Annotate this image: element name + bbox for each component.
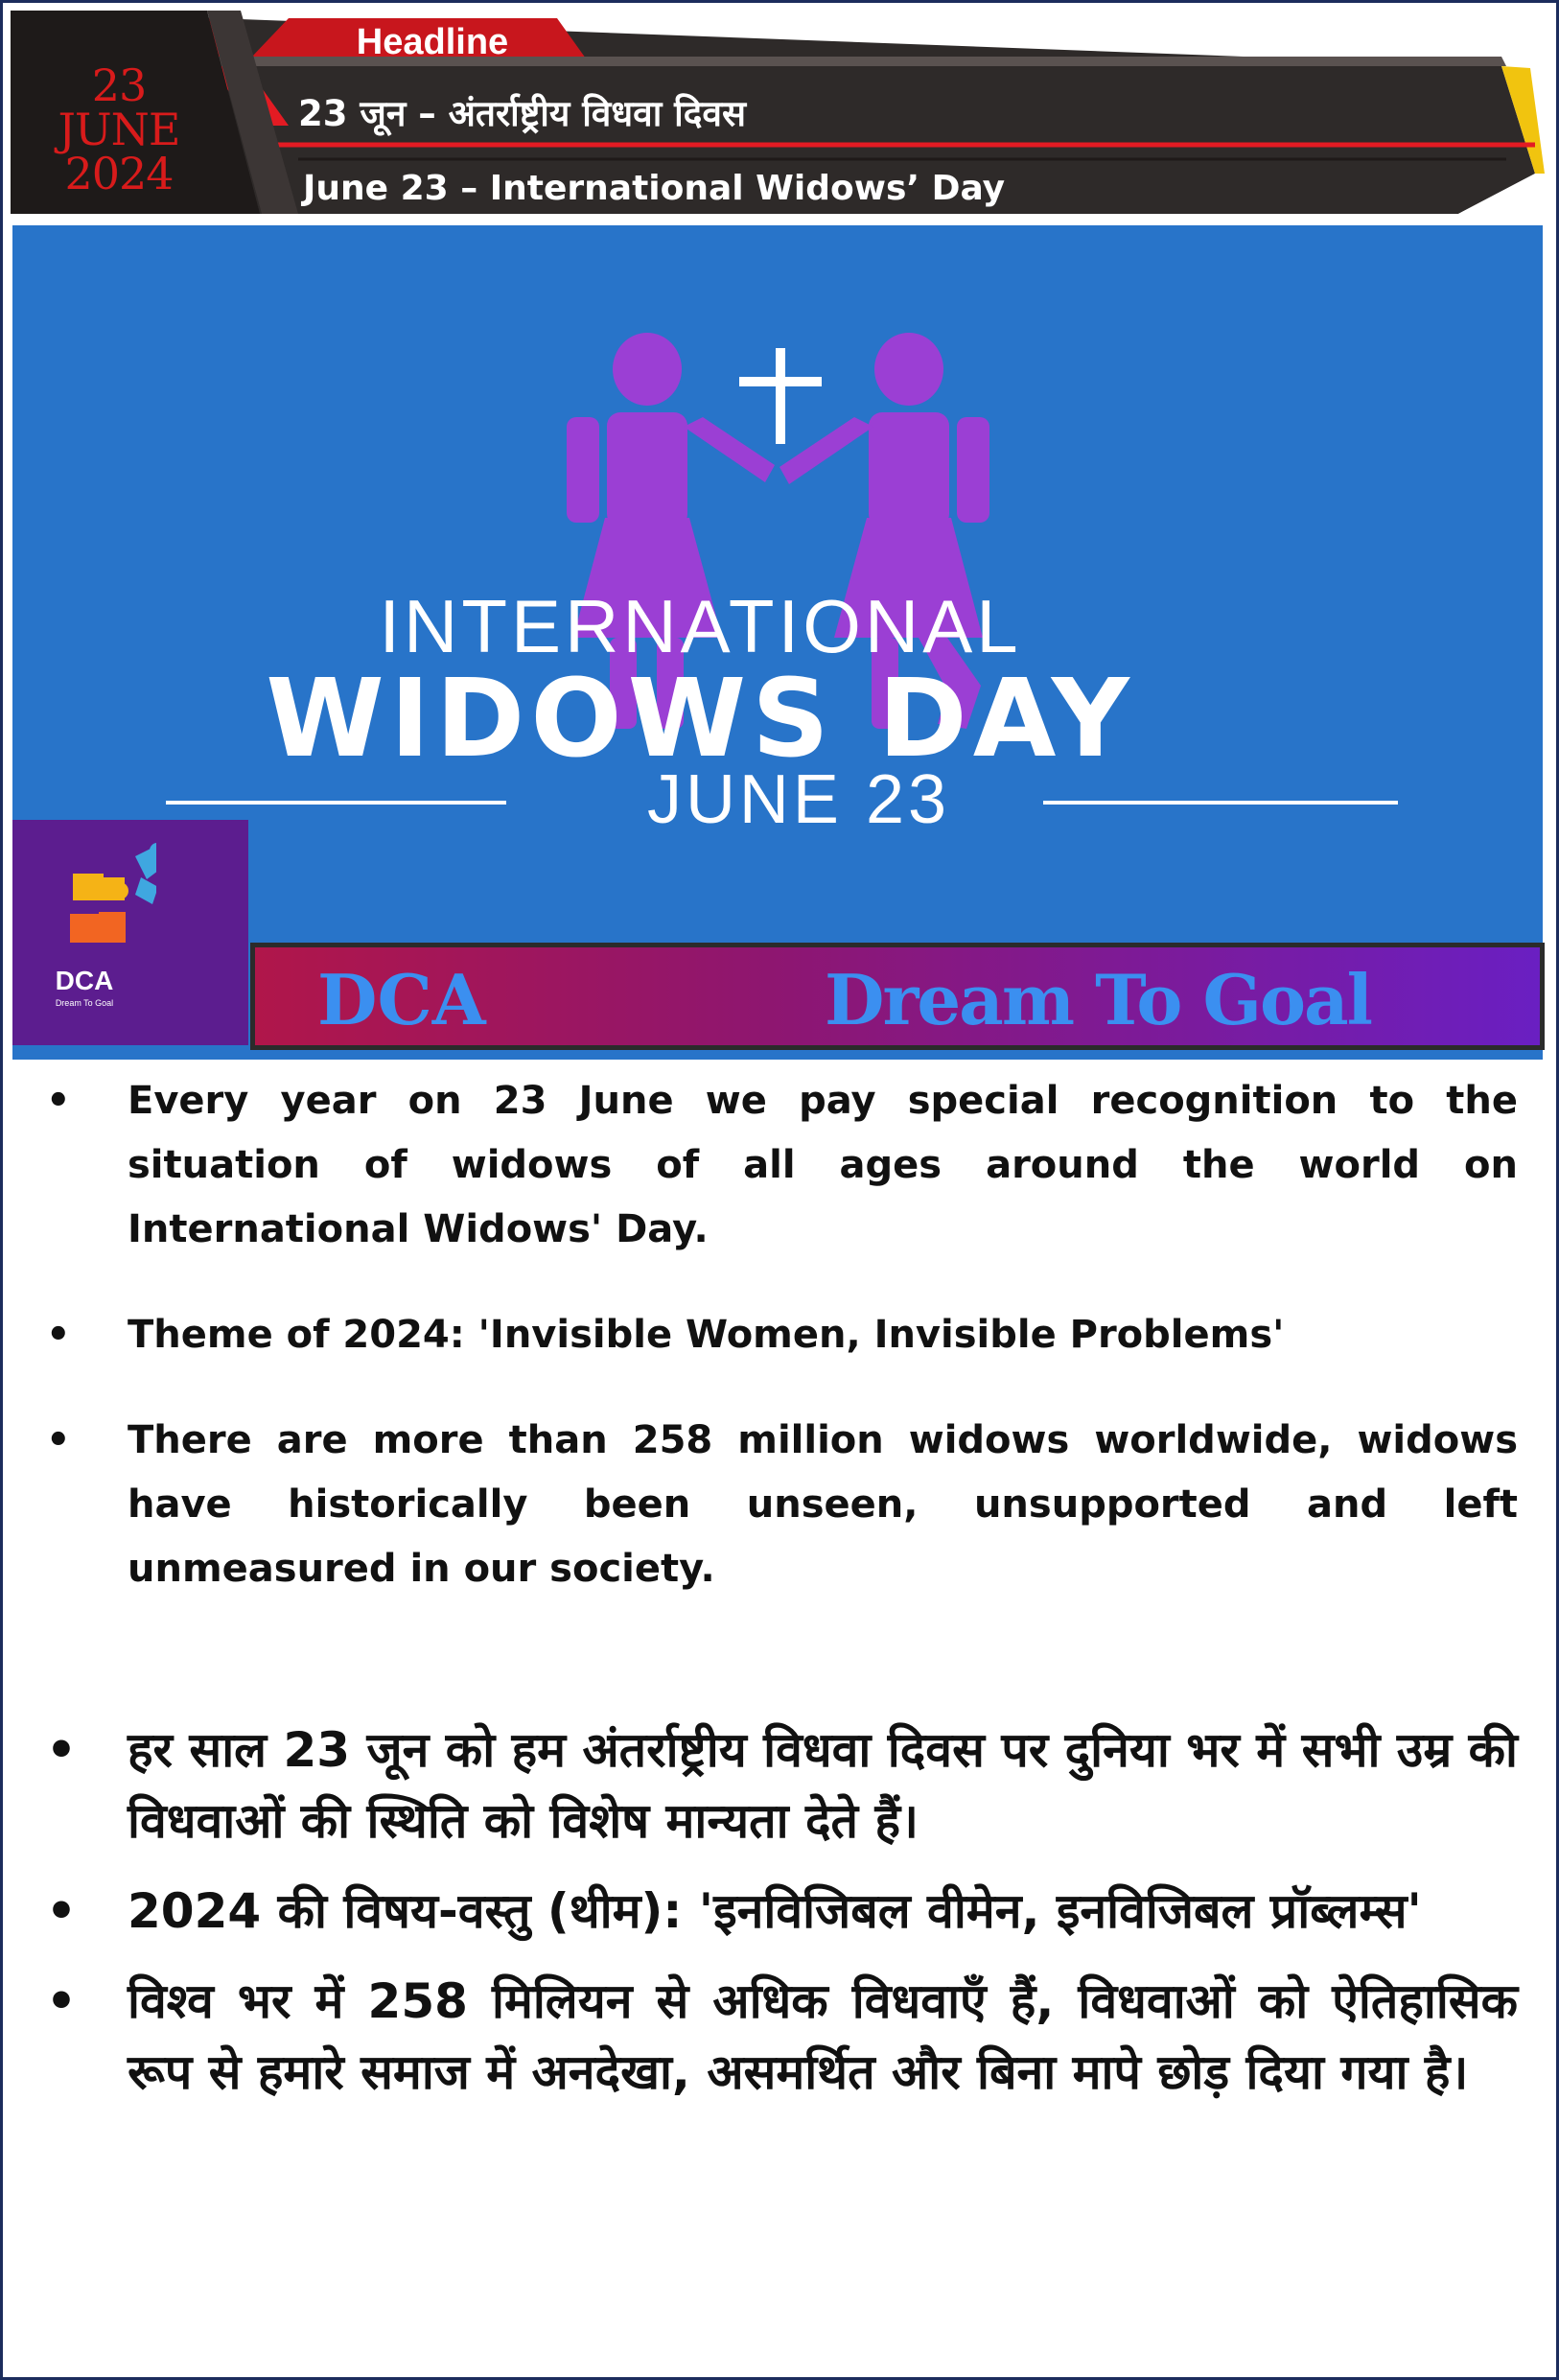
- hindi-point: • हर साल 23 जून को हम अंतर्राष्ट्रीय विधवा दिवस पर दुनिया भर में सभी उम्र की विधवाओं की स्थिति को विशेष मान्यता देते हैं।: [32, 1715, 1518, 1856]
- hindi-points: [32, 1715, 1518, 2108]
- date-day: 23: [91, 59, 147, 111]
- headline-hindi: 23 जून – अंतर्राष्ट्रीय विधवा दिवस: [298, 93, 746, 134]
- date-block: [28, 59, 210, 199]
- banner-title-line1: INTERNATIONAL: [379, 584, 1022, 668]
- english-point: • There are more than 258 million widows worldwide, widows have historically been unseen, unsupported and left unmeasured in our society.: [32, 1409, 1518, 1601]
- headline-header: [11, 11, 1548, 222]
- headline-tag: Headline: [356, 22, 509, 62]
- article-content: [32, 1069, 1518, 2127]
- dca-logo: [12, 820, 248, 1045]
- logo-name: DCA: [55, 966, 114, 995]
- puzzle-icon: [12, 820, 156, 964]
- english-points: [32, 1069, 1518, 1601]
- date-month: JUNE: [58, 104, 180, 155]
- english-point: • Theme of 2024: 'Invisible Women, Invisible Problems': [32, 1303, 1518, 1367]
- logo-tagline: Dream To Goal: [55, 998, 114, 1008]
- banner-title-line2: WIDOWS DAY: [266, 657, 1135, 782]
- english-point: • Every year on 23 June we pay special recognition to the situation of widows of all ages around the world on International Widows' Day.: [32, 1069, 1518, 1262]
- headline-english: June 23 – International Widows’ Day: [303, 169, 1006, 208]
- brand-right-text: Dream To Goal: [825, 959, 1372, 1040]
- date-year: 2024: [64, 148, 174, 199]
- hindi-point: • 2024 की विषय-वस्तु (थीम): 'इनविजिबल वीमेन, इनविजिबल प्रॉब्लम्स': [32, 1876, 1518, 1947]
- hindi-point: • विश्व भर में 258 मिलियन से अधिक विधवाएँ हैं, विधवाओं को ऐतिहासिक रूप से हमारे समाज में अनदेखा, असमर्थित और बिना मापे छोड़ दिया गया है।: [32, 1966, 1518, 2108]
- banner-date: JUNE 23: [646, 761, 951, 838]
- brand-left-text: DCA: [317, 959, 486, 1040]
- brand-bar: [250, 943, 1545, 1050]
